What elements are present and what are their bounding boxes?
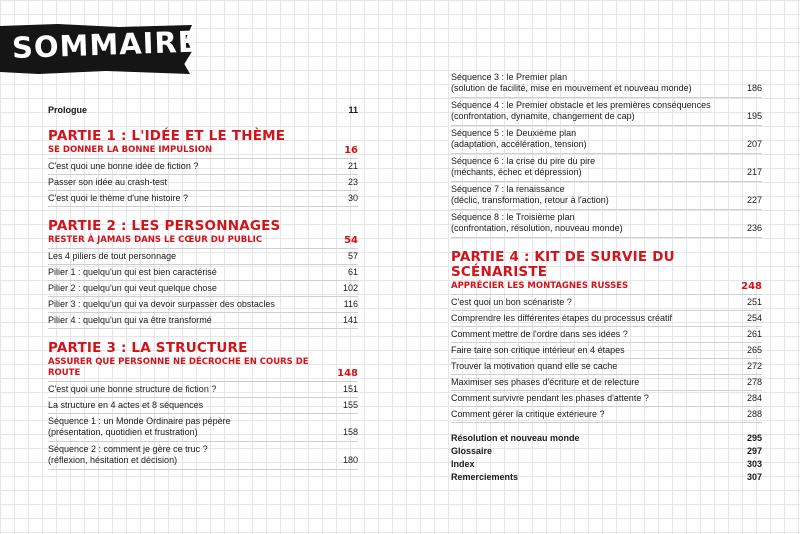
part-2-title[interactable]: PARTIE 2 : LES PERSONNAGES — [48, 218, 281, 234]
entry-page: 261 — [746, 329, 762, 339]
entry-title-line1: Séquence 8 : le Troisième plan — [451, 212, 575, 222]
entry-title-line2: (présentation, quotidien et frustration) — [48, 427, 198, 437]
entry-title-line2: (méchants, échec et dépression) — [451, 167, 582, 177]
toc-entry[interactable] — [451, 126, 762, 154]
entry-title: Pilier 4 : quelqu'un qui va être transformé — [48, 315, 212, 325]
entry-title: Remerciements — [451, 472, 519, 482]
part-subtitle: APPRÉCIER LES MONTAGNES RUSSES — [451, 281, 629, 291]
toc-left-column — [48, 104, 358, 470]
entry-page: 61 — [347, 267, 358, 277]
part-subtitle: ASSURER QUE PERSONNE NE DÉCROCHE EN COURS DE ROUTE — [48, 357, 309, 378]
entry-title-line1: Séquence 1 : un Monde Ordinaire pas pépère — [48, 416, 231, 426]
part-1-subtitle-row[interactable] — [48, 144, 358, 159]
entry-page: 116 — [343, 299, 358, 309]
entry-page: 195 — [746, 111, 762, 121]
toc-entry[interactable] — [48, 281, 358, 297]
entry-page: 284 — [746, 393, 762, 403]
entry-page: 297 — [746, 446, 762, 456]
entry-title: C'est quoi une bonne idée de fiction ? — [48, 161, 199, 171]
entry-page: 23 — [347, 177, 358, 187]
entry-title: C'est quoi un bon scénariste ? — [451, 297, 572, 307]
entry-title-line1: Séquence 5 : le Deuxième plan — [451, 128, 577, 138]
toc-entry[interactable] — [48, 297, 358, 313]
part-page: 54 — [344, 235, 358, 246]
toc-entry[interactable] — [451, 154, 762, 182]
entry-title-line1: Séquence 3 : le Premier plan — [451, 72, 568, 82]
entry-title-line2: (confrontation, résolution, nouveau monde) — [451, 223, 623, 233]
toc-entry-prologue[interactable] — [48, 104, 358, 117]
entry-page: 254 — [746, 313, 762, 323]
page-title: SOMMAIRE — [11, 24, 200, 65]
entry-page: 30 — [347, 193, 358, 203]
entry-title: Comment survivre pendant les phases d'attente ? — [451, 393, 649, 403]
part-1-section — [48, 129, 358, 207]
entry-title: Résolution et nouveau monde — [451, 433, 580, 443]
spacer — [451, 423, 762, 432]
toc-right-column — [451, 70, 762, 484]
entry-title-line2: (confrontation, dynamite, changement de cap) — [451, 111, 635, 121]
part-2-section — [48, 219, 358, 329]
toc-entry[interactable] — [451, 407, 762, 423]
toc-entry-index[interactable] — [451, 458, 762, 471]
entry-title — [48, 444, 343, 466]
part-4-title[interactable]: PARTIE 4 : KIT DE SURVIE DU SCÉNARISTE — [451, 249, 675, 280]
toc-entry[interactable] — [48, 398, 358, 414]
part-4-subtitle-row[interactable] — [451, 280, 762, 295]
entry-title-line1: Séquence 6 : la crise du pire du pire — [451, 156, 596, 166]
entry-title — [451, 128, 747, 150]
part-4-section — [451, 250, 762, 423]
entry-title: Maximiser ses phases d'écriture et de relecture — [451, 377, 640, 387]
toc-entry[interactable] — [48, 313, 358, 329]
entry-page: 207 — [746, 139, 762, 149]
entry-title-line1: Séquence 7 : la renaissance — [451, 184, 565, 194]
toc-entry-resolution[interactable] — [451, 432, 762, 445]
entry-title-line1: Séquence 4 : le Premier obstacle et les premières conséquences — [451, 100, 711, 110]
toc-entry-glossary[interactable] — [451, 445, 762, 458]
entry-title: C'est quoi le thème d'une histoire ? — [48, 193, 189, 203]
toc-entry[interactable] — [451, 98, 762, 126]
entry-title: Prologue — [48, 105, 88, 115]
entry-title — [451, 212, 747, 234]
entry-page: 217 — [746, 167, 762, 177]
entry-page: 21 — [347, 161, 358, 171]
entry-title-line2: (solution de facilité, mise en mouvement et nouveau monde) — [451, 83, 692, 93]
part-3-section — [48, 341, 358, 470]
entry-title: Comment mettre de l'ordre dans ses idées ? — [451, 329, 628, 339]
toc-entry[interactable] — [48, 265, 358, 281]
entry-title: Index — [451, 459, 475, 469]
entry-title-line2: (déclic, transformation, retour à l'action) — [451, 195, 609, 205]
toc-entry[interactable] — [451, 210, 762, 238]
toc-entry[interactable] — [451, 182, 762, 210]
entry-title — [451, 100, 747, 122]
toc-entry[interactable] — [451, 375, 762, 391]
toc-entry[interactable] — [451, 343, 762, 359]
toc-entry[interactable] — [48, 442, 358, 470]
entry-page: 251 — [746, 297, 762, 307]
entry-title-line1: Séquence 2 : comment je gère ce truc ? — [48, 444, 208, 454]
toc-entry-acknowledgements[interactable] — [451, 471, 762, 484]
entry-page: 236 — [746, 223, 762, 233]
entry-title: Passer son idée au crash-test — [48, 177, 168, 187]
part-page: 248 — [741, 281, 762, 292]
entry-page: 272 — [746, 361, 762, 371]
toc-entry[interactable] — [451, 295, 762, 311]
toc-entry[interactable] — [451, 70, 762, 98]
toc-entry[interactable] — [451, 359, 762, 375]
entry-title-line2: (réflexion, hésitation et décision) — [48, 455, 178, 465]
entry-page: 295 — [746, 433, 762, 443]
part-page: 148 — [337, 368, 358, 379]
part-3-subtitle-row[interactable] — [48, 356, 358, 382]
entry-title — [451, 184, 747, 206]
entry-title: Trouver la motivation quand elle se cache — [451, 361, 618, 371]
entry-page: 57 — [347, 251, 358, 261]
part-subtitle: RESTER À JAMAIS DANS LE CŒUR DU PUBLIC — [48, 235, 263, 245]
entry-title — [48, 416, 343, 438]
entry-page: 278 — [746, 377, 762, 387]
entry-title: Les 4 piliers de tout personnage — [48, 251, 177, 261]
entry-title: Glossaire — [451, 446, 493, 456]
entry-page: 303 — [746, 459, 762, 469]
toc-entry[interactable] — [451, 311, 762, 327]
entry-page: 288 — [746, 409, 762, 419]
toc-entry[interactable] — [451, 391, 762, 407]
entry-page: 227 — [746, 195, 762, 205]
entry-title — [451, 156, 747, 178]
entry-page: 151 — [342, 384, 358, 394]
entry-page: 265 — [746, 345, 762, 355]
toc-entry[interactable] — [48, 249, 358, 265]
toc-entry[interactable] — [48, 382, 358, 398]
entry-title: Pilier 1 : quelqu'un qui est bien caractérisé — [48, 267, 217, 277]
part-2-subtitle-row[interactable] — [48, 234, 358, 249]
entry-page: 102 — [342, 283, 358, 293]
part-3-title[interactable]: PARTIE 3 : LA STRUCTURE — [48, 340, 248, 356]
entry-title: La structure en 4 actes et 8 séquences — [48, 400, 204, 410]
entry-page: 11 — [348, 105, 358, 115]
entry-title: Pilier 3 : quelqu'un qui va devoir surpasser des obstacles — [48, 299, 275, 309]
entry-title: Comprendre les différentes étapes du processus créatif — [451, 313, 672, 323]
entry-page: 158 — [342, 427, 358, 437]
entry-page: 155 — [342, 400, 358, 410]
toc-entry[interactable] — [48, 414, 358, 442]
part-subtitle: SE DONNER LA BONNE IMPULSION — [48, 145, 213, 155]
entry-title: C'est quoi une bonne structure de fiction ? — [48, 384, 217, 394]
entry-page: 180 — [342, 455, 358, 465]
entry-title: Pilier 2 : quelqu'un qui veut quelque chose — [48, 283, 217, 293]
toc-entry[interactable] — [48, 191, 358, 207]
part-1-title[interactable]: PARTIE 1 : L'IDÉE ET LE THÈME — [48, 128, 286, 144]
entry-title — [451, 72, 747, 94]
part-page: 16 — [344, 145, 358, 156]
entry-page: 141 — [342, 315, 358, 325]
entry-page: 307 — [746, 472, 762, 482]
entry-title-line2: (adaptation, accélération, tension) — [451, 139, 587, 149]
toc-entry[interactable] — [451, 327, 762, 343]
toc-entry[interactable] — [48, 175, 358, 191]
entry-title: Faire taire son critique intérieur en 4 étapes — [451, 345, 625, 355]
entry-title: Comment gérer la critique extérieure ? — [451, 409, 605, 419]
entry-page: 186 — [746, 83, 762, 93]
toc-entry[interactable] — [48, 159, 358, 175]
